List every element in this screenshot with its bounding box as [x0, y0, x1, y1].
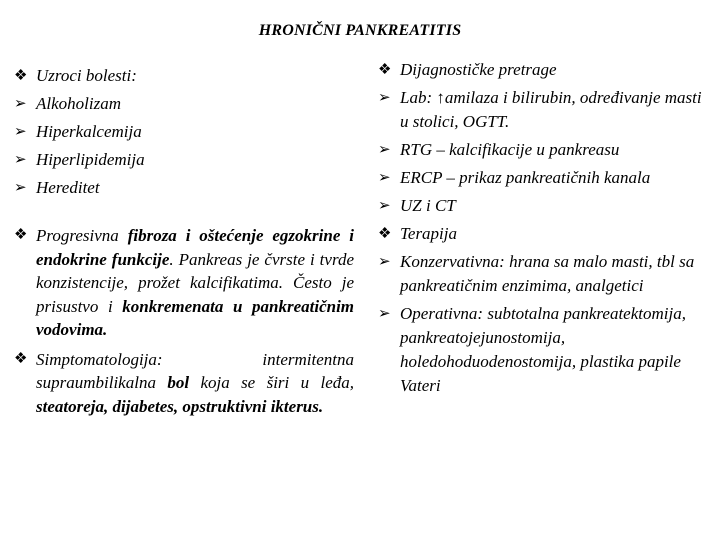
arrow-bullet-icon: ➢ [378, 170, 391, 186]
diagnostic-text: ERCP – prikaz pankreatičnih kanala [400, 168, 651, 187]
list-item-therapy-heading [378, 222, 712, 246]
diagnostics-heading: Dijagnostičke pretrage [400, 60, 557, 79]
diagnostic-text: Lab: ↑amilaza i bilirubin, određivanje masti u stolici, OGTT. [400, 88, 702, 131]
symptoms-paragraph [14, 348, 354, 419]
right-column [378, 58, 712, 398]
list-item-causes-heading [14, 64, 354, 88]
list-item-cause [14, 176, 354, 200]
causes-heading: Uzroci bolesti: [36, 66, 137, 85]
progression-text-1: Progresivna [36, 226, 119, 245]
diagnostic-text: UZ i CT [400, 196, 456, 215]
diamond-bullet-icon: ❖ [378, 226, 392, 242]
progression-paragraph [14, 224, 354, 342]
arrow-bullet-icon: ➢ [14, 152, 27, 168]
arrow-bullet-icon: ➢ [14, 96, 27, 112]
diamond-bullet-icon: ❖ [14, 227, 28, 243]
left-column [14, 64, 354, 418]
arrow-bullet-icon: ➢ [378, 90, 391, 106]
therapy-text: Operativna: subtotalna pankreatektomija, pankreatojejunostomija, holedohoduodenostomija, plastika papile Vateri [400, 304, 686, 395]
cause-text: Hiperkalcemija [36, 122, 142, 141]
symptoms-bold-2: steatoreja, dijabetes, opstruktivni ikterus. [36, 396, 324, 416]
list-item-diagnostics-heading [378, 58, 712, 82]
arrow-bullet-icon: ➢ [14, 124, 27, 140]
progression-text-2: . Pankreas je čvrste i tvrde konzistencije, prožet kalcifikatima. Često je prisustvo i [36, 249, 354, 316]
cause-text: Hereditet [36, 178, 100, 197]
symptoms-text-2: koja se širi u leđa, [200, 373, 355, 392]
arrow-bullet-icon: ➢ [378, 198, 391, 214]
diagnostic-text: RTG – kalcifikacije u pankreasu [400, 140, 620, 159]
page-title: HRONIČNI PANKREATITIS [258, 22, 462, 39]
therapy-text: Konzervativna: hrana sa malo masti, tbl sa pankreatičnim enzimima, analgetici [400, 252, 695, 295]
diamond-bullet-icon: ❖ [14, 350, 28, 367]
progression-bold-2: konkremenata u pankreatičnim vodovima. [36, 296, 355, 339]
arrow-bullet-icon: ➢ [14, 180, 27, 196]
symptoms-text-1: Simptomatologija: intermitentna supraumbilikalna [36, 349, 354, 392]
arrow-bullet-icon: ➢ [378, 254, 391, 270]
diamond-bullet-icon: ❖ [378, 62, 392, 78]
arrow-bullet-icon: ➢ [378, 306, 391, 322]
diamond-bullet-icon: ❖ [14, 68, 28, 84]
cause-text: Alkoholizam [36, 94, 121, 113]
cause-text: Hiperlipidemija [36, 150, 145, 169]
therapy-heading: Terapija [400, 224, 458, 243]
list-item-diagnostic [378, 138, 712, 162]
symptoms-bold-1: bol [167, 373, 190, 392]
list-item-therapy [378, 250, 712, 298]
progression-bold-1: fibroza i oštećenje egzokrine i endokrine funkcije [36, 226, 354, 269]
list-item-diagnostic [378, 166, 712, 190]
list-item-cause [14, 120, 354, 144]
list-item-therapy [378, 302, 712, 398]
list-item-diagnostic [378, 86, 712, 134]
arrow-bullet-icon: ➢ [378, 142, 391, 158]
list-item-diagnostic [378, 194, 712, 218]
list-item-cause [14, 92, 354, 116]
list-item-cause [14, 148, 354, 172]
